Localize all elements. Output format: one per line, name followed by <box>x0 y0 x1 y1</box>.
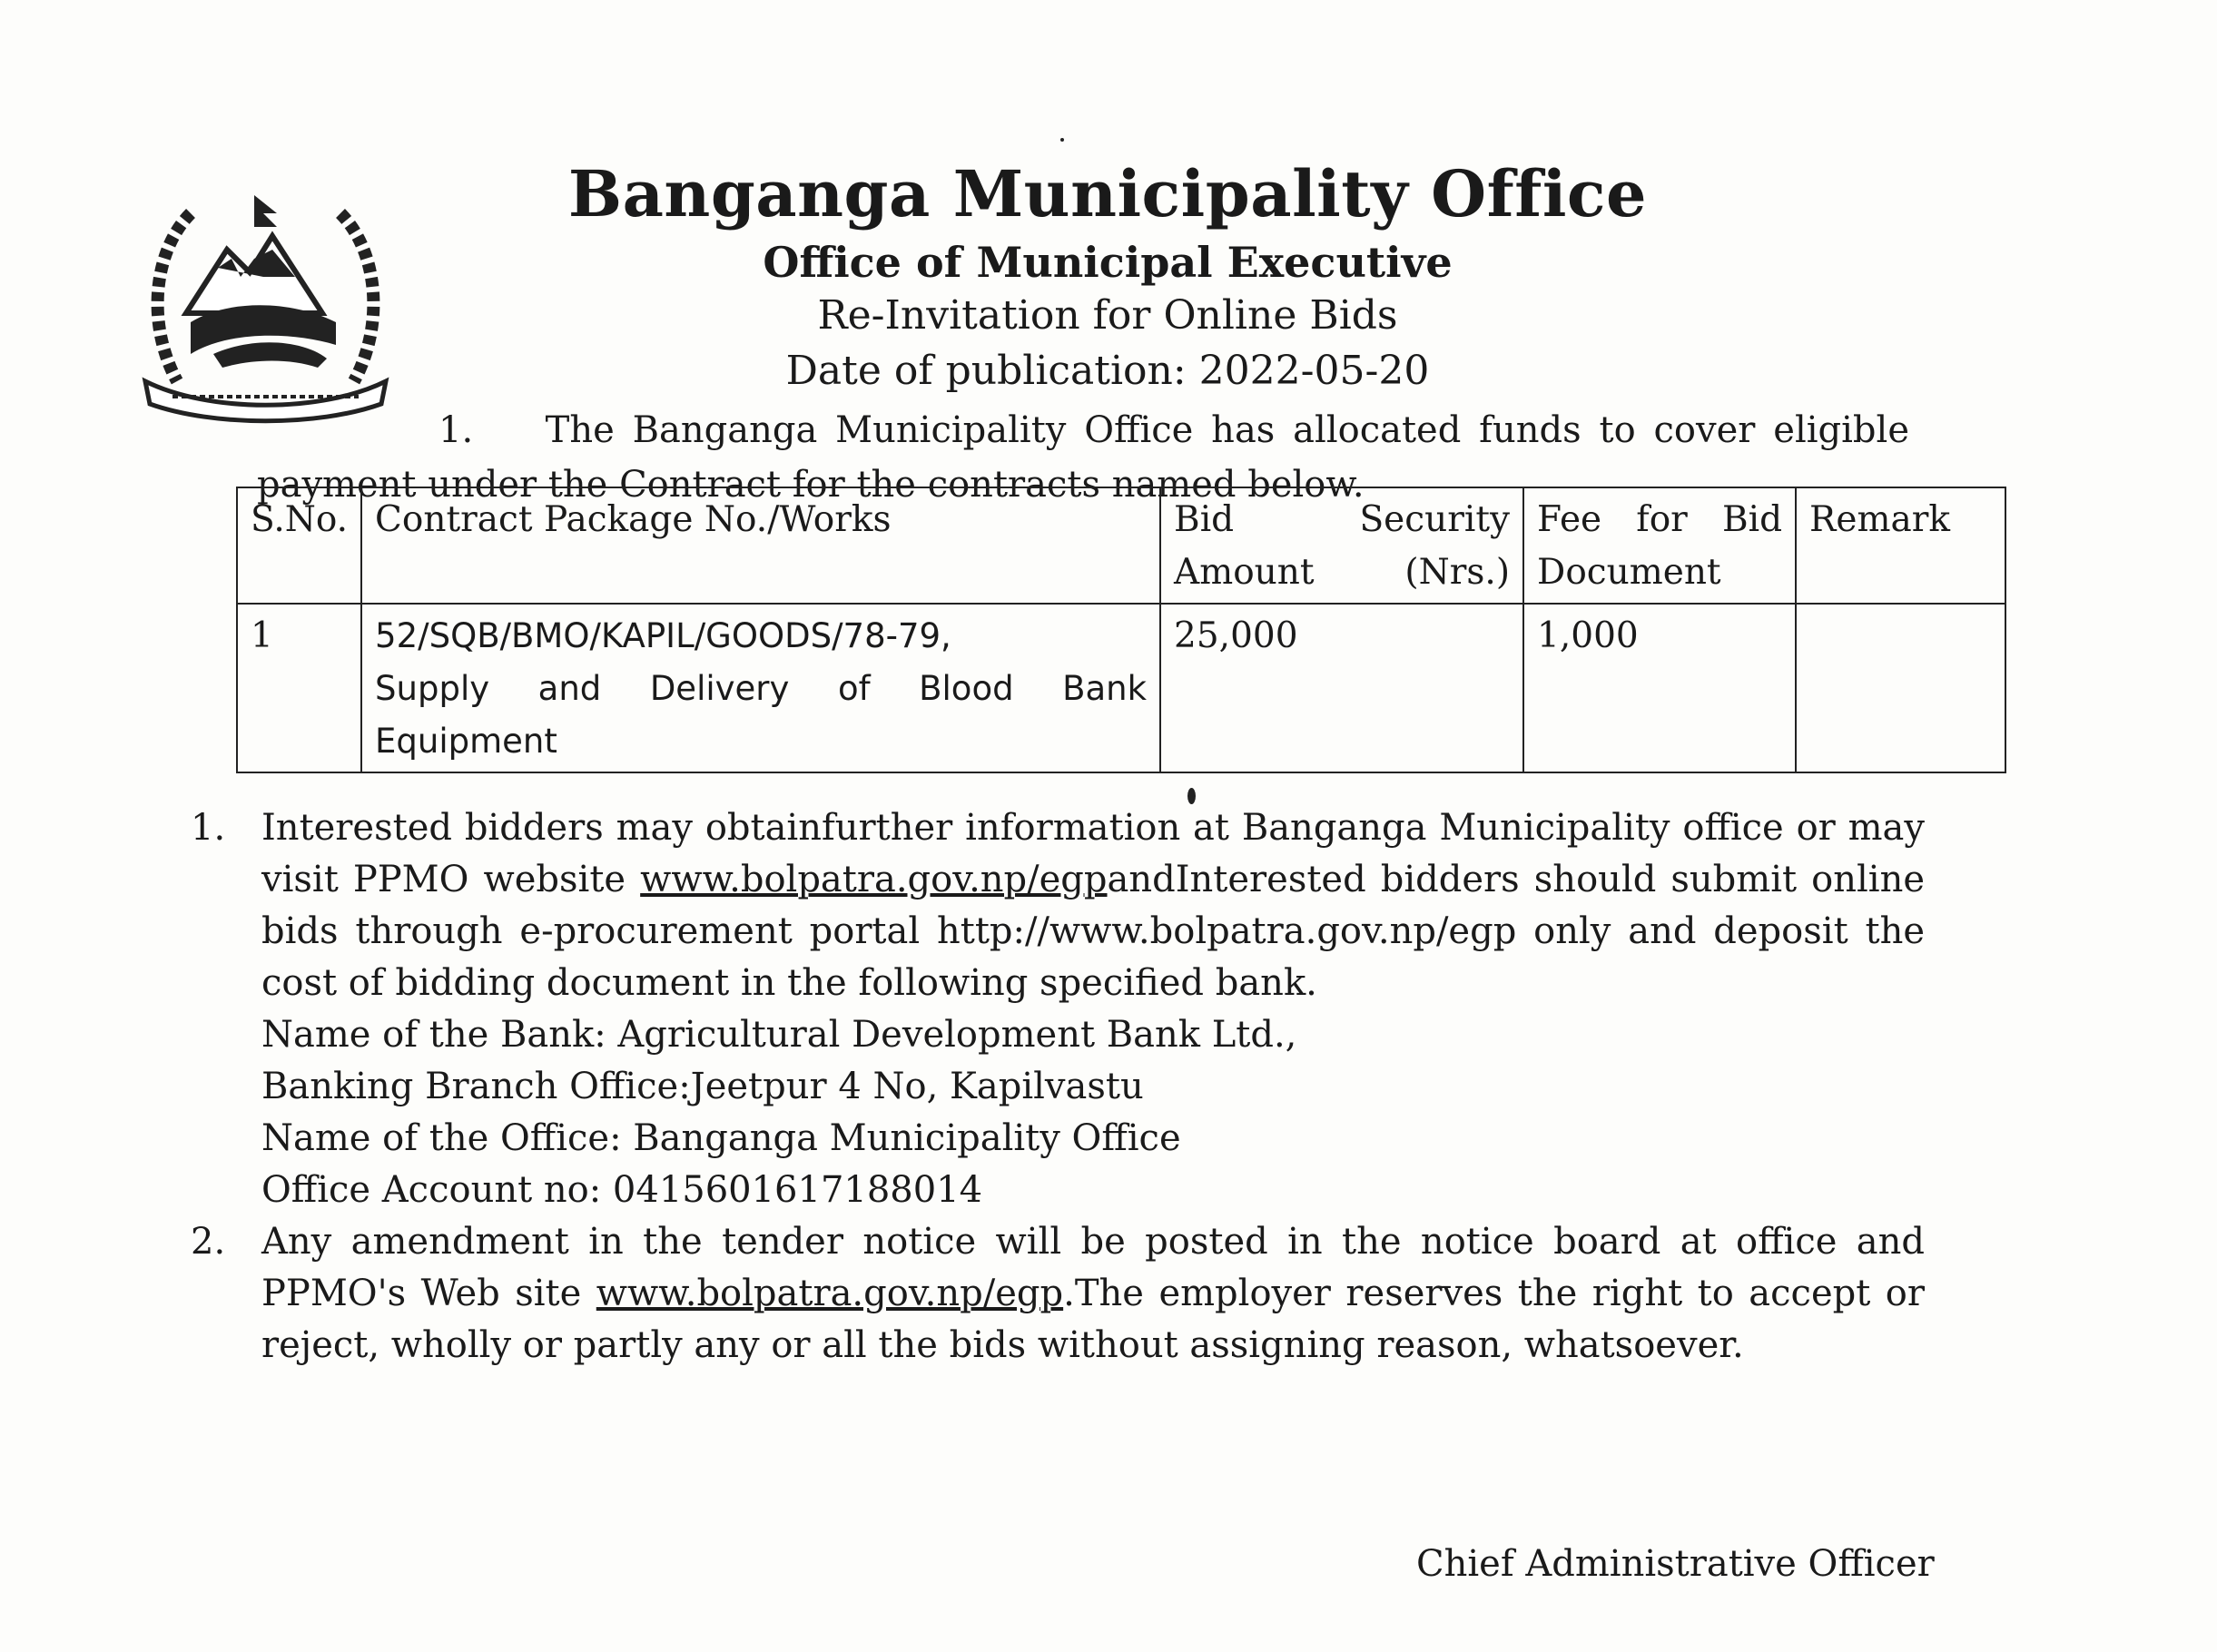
row-bid-security: 25,000 <box>1160 604 1523 772</box>
item1-text-a: Interested bidders may obtainfurther information at Banganga Municipality office or may visit PPMO website <box>261 807 1925 900</box>
item-number: 2. <box>191 1221 226 1263</box>
row-sn: 1 <box>237 604 361 772</box>
ink-speck <box>1187 788 1196 804</box>
intro-line-1 <box>257 403 1909 457</box>
item2-text-a: Any amendment in the tender notice will be posted in the notice board at office and PPMO's Web site <box>261 1221 1925 1314</box>
page-subtitle: Office of Municipal Executive <box>763 238 1453 287</box>
item-number: 1. <box>191 807 226 849</box>
header-remark: Remark <box>1796 487 2005 604</box>
ink-speck <box>1060 138 1064 142</box>
row-package <box>361 604 1160 772</box>
bolpatra-link[interactable]: www.bolpatra.gov.np/egp <box>640 859 1108 900</box>
contract-table <box>236 487 2006 773</box>
intro-number: 1. <box>438 409 474 451</box>
notice-type: Re-Invitation for Online Bids <box>817 292 1398 339</box>
item-body <box>261 802 1925 1216</box>
instructions-list <box>191 802 1925 1372</box>
header-fee <box>1523 487 1796 604</box>
row-package-no: 52/SQB/BMO/KAPIL/GOODS/78-79, <box>375 616 951 655</box>
account-number: Office Account no: 0415601617188014 <box>261 1169 983 1211</box>
bank-branch: Banking Branch Office:Jeetpur 4 No, Kapilvastu <box>261 1066 1144 1107</box>
bank-name: Name of the Bank: Agricultural Development Bank Ltd., <box>261 1014 1297 1056</box>
item2-text-b: .The employer reserves the right to accept or reject, wholly or partly any or all the bids without assigning reason, whatsoever. <box>261 1273 1925 1366</box>
table-header-row <box>237 487 2005 604</box>
signature: Chief Administrative Officer <box>1416 1543 1935 1585</box>
header-sn: S.No. <box>237 487 361 604</box>
page-title: Banganga Municipality Office <box>567 156 1648 231</box>
intro-line-2: payment under the Contract for the contracts named below. <box>257 464 1365 506</box>
publication-date: Date of publication: 2022-05-20 <box>785 348 1430 394</box>
item1-text <box>261 802 1925 1009</box>
row-package-work: Supply and Delivery of Blood Bank Equipment <box>375 669 1148 761</box>
header-fee-text: Fee for Bid Document <box>1537 499 1783 593</box>
header-bid-security-text: Bid Security Amount (Nrs.) <box>1174 499 1511 593</box>
table-row <box>237 604 2005 772</box>
bolpatra-link[interactable]: www.bolpatra.gov.np/egp <box>596 1273 1064 1314</box>
item2-text <box>261 1216 1925 1372</box>
item1-text-b: andInterested bidders should submit online bids through e-procurement portal http://www.bolpatra.gov.np/egp only and deposit the cost of bidding document in the following specified bank. <box>261 859 1925 1004</box>
list-item <box>191 1216 1925 1372</box>
header-package: Contract Package No./Works <box>361 487 1160 604</box>
row-fee: 1,000 <box>1523 604 1796 772</box>
intro-text-a: The Banganga Municipality Office has allocated funds to cover eligible <box>545 409 1910 451</box>
row-remark <box>1796 604 2005 772</box>
office-name: Name of the Office: Banganga Municipality Office <box>261 1117 1181 1159</box>
header-bid-security <box>1160 487 1523 604</box>
list-item <box>191 802 1925 1216</box>
